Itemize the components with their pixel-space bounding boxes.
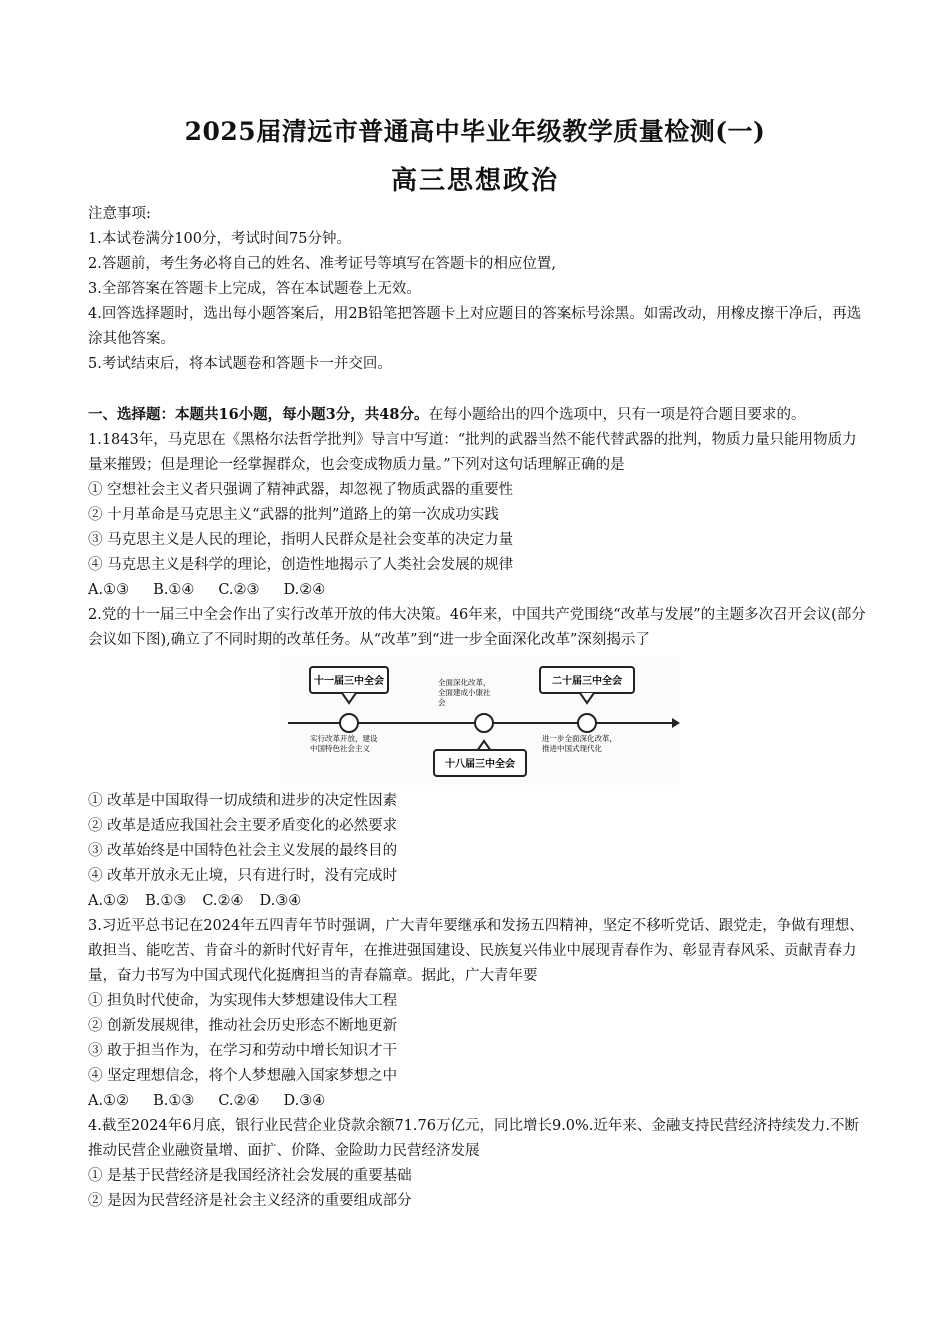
answer-options: [88, 578, 868, 603]
statement-item: ① 空想社会主义者只强调了精神武器，却忽视了物质武器的重要性: [88, 482, 514, 498]
statement-item: ④ 改革开放永无止境，只有进行时，没有完成时: [88, 868, 398, 884]
notice-block: [88, 202, 868, 377]
option-d: D.③④: [259, 893, 302, 909]
node-note: 全面深化改革，: [438, 678, 491, 687]
statement-item: ④ 马克思主义是科学的理论，创造性地揭示了人类社会发展的规律: [88, 557, 514, 573]
statement-item: ① 改革是中国取得一切成绩和进步的决定性因素: [88, 793, 398, 809]
answer-options: [88, 1089, 868, 1114]
statement-item: ② 十月革命是马克思主义“武器的批判”道路上的第一次成功实践: [88, 507, 499, 523]
notice-item: 1.本试卷满分100分，考试时间75分钟。: [88, 231, 351, 247]
node-note: 中国特色社会主义: [310, 744, 370, 753]
statement-item: ③ 敢于担当作为，在学习和劳动中增长知识才干: [88, 1043, 398, 1059]
option-a: A.①②: [88, 893, 130, 909]
node-note: 进一步全面深化改革，: [542, 734, 617, 743]
statement-item: ② 改革是适应我国社会主要矛盾变化的必然要求: [88, 818, 398, 834]
exam-body: [88, 202, 868, 1214]
option-d: D.③④: [283, 1093, 326, 1109]
question-stem: 1.1843年，马克思在《黑格尔法哲学批判》导言中写道：“批判的武器当然不能代替武器的批判，物质力量只能用物质力量来摧毁；但是理论一经掌握群众，也会变成物质力量。”下列对这句话理解正确的是: [88, 432, 857, 473]
section-heading: [88, 402, 868, 428]
question-2: [88, 603, 868, 914]
timeline-diagram: [280, 657, 680, 785]
timeline-node-3: [578, 714, 596, 732]
option-b: B.①③: [145, 893, 187, 909]
notice-item: 2.答题前，考生务必将自己的姓名、准考证号等填写在答题卡的相应位置,: [88, 256, 556, 272]
option-b: B.①③: [153, 1093, 195, 1109]
question-stem: 2.党的十一届三中全会作出了实行改革开放的伟大决策。46年来，中国共产党围绕“改革与发展”的主题多次召开会议(部分会议如下图),确立了不同时期的改革任务。从“改革”到“进一步全面深化改革”深刻揭示了: [88, 607, 866, 648]
question-stem: 4.截至2024年6月底，银行业民营企业贷款余额71.76万亿元，同比增长9.0%.近年来、金融支持民营经济持续发力.不断推动民营企业融资量增、面扩、价降、金险助力民营经济发展: [88, 1118, 860, 1159]
option-a: A.①②: [88, 1093, 130, 1109]
statement-item: ① 是基于民营经济是我国经济社会发展的重要基础: [88, 1168, 412, 1184]
timeline-node-2: [475, 714, 493, 732]
option-c: C.②④: [202, 893, 244, 909]
question-3: [88, 914, 868, 1114]
meeting-label-20th: 二十届三中全会: [552, 676, 622, 687]
reform-timeline-figure: [88, 657, 868, 787]
section-heading-bold: 一、选择题：本题共16小题，每小题3分，共48分。: [88, 406, 429, 423]
statement-item: ④ 坚定理想信念，将个人梦想融入国家梦想之中: [88, 1068, 398, 1084]
notice-item: 3.全部答案在答题卡上完成，答在本试题卷上无效。: [88, 281, 421, 297]
exam-subject: 高三思想政治: [390, 166, 559, 196]
meeting-label-11th: 十一届三中全会: [314, 676, 384, 687]
notice-item: 5.考试结束后，将本试题卷和答题卡一并交回。: [88, 356, 392, 372]
exam-title: 2025届清远市普通高中毕业年级教学质量检测(一): [184, 117, 766, 146]
node-note: 会: [438, 698, 446, 707]
meeting-label-18th: 十八届三中全会: [445, 759, 515, 770]
node-note: 推进中国式现代化: [542, 744, 602, 753]
node-note: 全面建成小康社: [438, 688, 491, 697]
option-c: C.②④: [218, 1093, 260, 1109]
statement-item: ① 担负时代使命，为实现伟大梦想建设伟大工程: [88, 993, 398, 1009]
answer-options: [88, 889, 868, 914]
question-stem: 3.习近平总书记在2024年五四青年节时强调，广大青年要继承和发扬五四精神，坚定不移听党话、跟党走，争做有理想、敢担当、能吃苦、肯奋斗的新时代好青年，在推进强国建设、民族复兴伟业中展现青春作为、彰显青春风采、贡献青春力量，奋力书写为中国式现代化挺膺担当的青春篇章。据此，广大青年要: [88, 918, 864, 984]
statement-item: ③ 改革始终是中国特色社会主义发展的最终目的: [88, 843, 398, 859]
timeline-node-1: [340, 714, 358, 732]
statement-item: ② 创新发展规律，推动社会历史形态不断地更新: [88, 1018, 398, 1034]
statement-item: ③ 马克思主义是人民的理论，指明人民群众是社会变革的决定力量: [88, 532, 514, 548]
option-b: B.①④: [153, 582, 195, 598]
notice-item: 4.回答选择题时，选出每小题答案后，用2B铅笔把答题卡上对应题目的答案标号涂黑。如需改动，用橡皮擦干净后，再选涂其他答案。: [88, 306, 862, 347]
option-a: A.①③: [88, 582, 130, 598]
option-c: C.②③: [218, 582, 260, 598]
section-heading-rest: 在每小题给出的四个选项中，只有一项是符合题目要求的。: [428, 407, 806, 423]
question-4: [88, 1114, 868, 1214]
question-1: [88, 428, 868, 603]
node-note: 实行改革开放，建设: [310, 734, 378, 743]
option-d: D.②④: [283, 582, 326, 598]
notice-heading: 注意事项:: [88, 206, 151, 222]
statement-item: ② 是因为民营经济是社会主义经济的重要组成部分: [88, 1193, 412, 1209]
